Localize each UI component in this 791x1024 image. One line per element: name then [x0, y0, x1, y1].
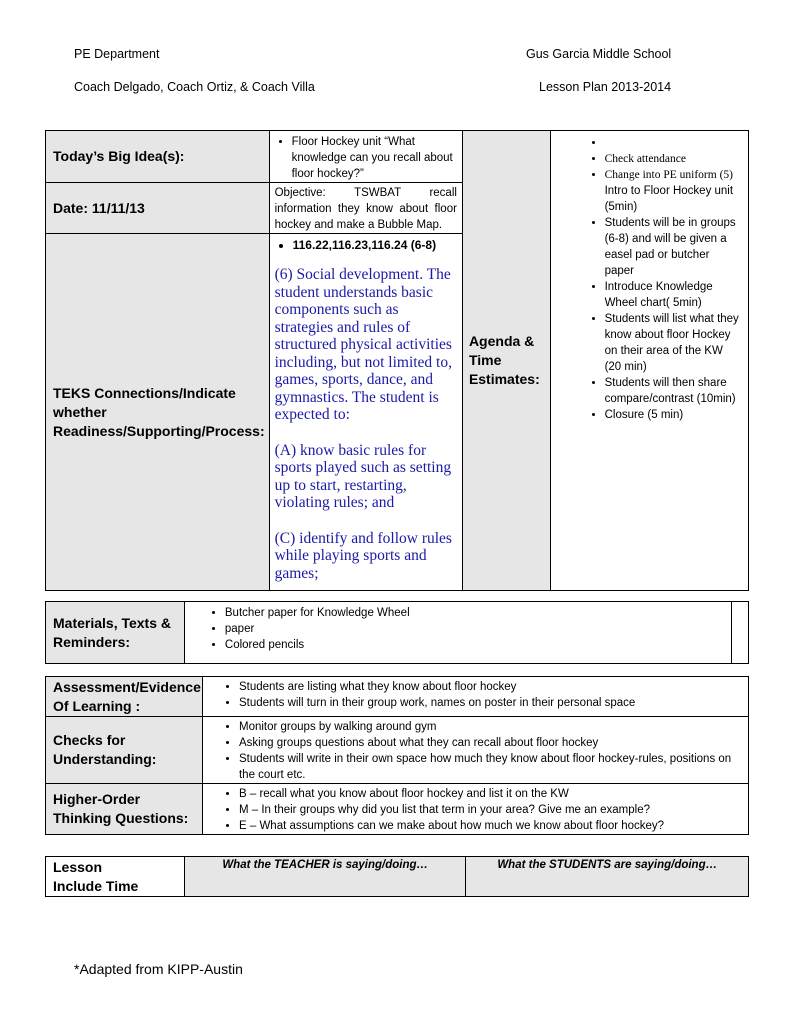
checks-label: Checks for Understanding:	[53, 732, 157, 767]
teks-label-cell	[46, 234, 270, 591]
assessment-item: • Students are listing what they know about floor hockey	[239, 679, 742, 695]
lesson-label: Lesson Include Time	[53, 858, 139, 894]
agenda-item-part	[605, 169, 742, 215]
students-column-header	[466, 857, 749, 897]
checks-item: • Monitor groups by walking around gym	[239, 719, 742, 735]
materials-item: • paper	[225, 621, 727, 637]
agenda-label-cell	[462, 131, 550, 591]
hot-label: Higher-Order Thinking Questions:	[53, 791, 189, 826]
teks-paragraph-6: (6) Social development. The student understands basic components such as strategies and rules of structured physical activities including, but not limited to, games, sports, dance, and gymnastics. The student is expected to:	[274, 266, 452, 423]
agenda-item: • Students will be in groups (6-8) and will be given a easel pad or butcher paper	[605, 215, 742, 279]
hot-item: • E – What assumptions can we make about how much we know about floor hockey?	[239, 818, 742, 834]
assessment-label-cell	[46, 677, 203, 717]
assessment-label: Assessment/Evidence Of Learning :	[53, 678, 201, 714]
checks-cell	[202, 717, 748, 784]
agenda-cell	[550, 131, 748, 591]
materials-table	[45, 601, 749, 664]
materials-label: Materials, Texts & Reminders:	[53, 614, 172, 650]
students-heading: What the STUDENTS are saying/doing…	[497, 859, 718, 871]
objective-cell	[269, 183, 462, 234]
materials-label-cell	[46, 602, 185, 664]
teks-codes: • 116.22,116.23,116.24 (6-8)	[293, 237, 457, 253]
coaches-names: Coach Delgado, Coach Ortiz, & Coach Villa	[74, 80, 315, 94]
assessment-table	[45, 676, 749, 835]
materials-item: • Colored pencils	[225, 637, 727, 653]
materials-item: • Butcher paper for Knowledge Wheel	[225, 605, 727, 621]
materials-cell	[184, 602, 731, 664]
checks-label-cell	[46, 717, 203, 784]
hot-item: • M – In their groups why did you list that term in your area? Give me an example?	[239, 802, 742, 818]
hot-cell	[202, 784, 748, 835]
big-idea-label-cell	[46, 131, 270, 183]
agenda-item: • Students will list what they know about floor Hockey on their area of the KW (20 min)	[605, 311, 742, 375]
teks-paragraph-c: (C) identify and follow rules while playing sports and games;	[274, 529, 452, 582]
agenda-item	[605, 135, 742, 151]
agenda-item: • Introduce Knowledge Wheel chart( 5min)	[605, 279, 742, 311]
hot-label-cell	[46, 784, 203, 835]
materials-empty-cell	[732, 602, 749, 664]
agenda-label: Agenda & Time Estimates:	[468, 333, 540, 387]
agenda-item: • Students will then share compare/contrast (10min)	[605, 375, 742, 407]
checks-item: • Asking groups questions about what they can recall about floor hockey	[239, 735, 742, 751]
teacher-column-header	[184, 857, 466, 897]
big-idea-label: Today’s Big Idea(s):	[53, 148, 185, 164]
lesson-label-cell	[46, 857, 185, 897]
department-name: PE Department	[74, 47, 160, 61]
date-cell	[46, 183, 270, 234]
main-table	[45, 130, 749, 591]
checks-item: • Students will write in their own space how much they know about floor hockey-rules, positions on the court etc.	[239, 751, 742, 783]
hot-item: • B – recall what you know about floor hockey and list it on the KW	[239, 786, 742, 802]
agenda-item	[605, 167, 742, 215]
lesson-table	[45, 856, 749, 897]
big-idea-cell	[269, 131, 462, 183]
teks-cell	[269, 234, 462, 591]
objective-text: Objective: TSWBAT recall information they know about floor hockey and make a Bubble Map.	[274, 187, 457, 231]
assessment-item: • Students will turn in their group work, names on poster in their personal space	[239, 695, 742, 711]
school-name: Gus Garcia Middle School	[526, 47, 672, 61]
agenda-item: • Check attendance	[605, 151, 742, 167]
agenda-list	[557, 135, 742, 423]
big-idea-item: • Floor Hockey unit “What knowledge can you recall about floor hockey?”	[292, 134, 458, 182]
agenda-item: • Closure (5 min)	[605, 407, 742, 423]
agenda-uniform-text: Change into PE uniform (5)	[604, 169, 733, 181]
teks-label: TEKS Connections/Indicate whether Readiness/Supporting/Process:	[53, 384, 265, 439]
plan-year: Lesson Plan 2013-2014	[539, 80, 672, 94]
teacher-heading: What the TEACHER is saying/doing…	[222, 859, 429, 871]
assessment-cell	[202, 677, 748, 717]
footer-note: *Adapted from KIPP-Austin	[74, 961, 243, 977]
teks-paragraph-a: (A) know basic rules for sports played such as setting up to start, restarting, violating rules; and	[274, 441, 452, 511]
lesson-date: Date: 11/11/13	[53, 199, 145, 216]
agenda-intro-text: Intro to Floor Hockey unit (5min)	[604, 185, 734, 213]
